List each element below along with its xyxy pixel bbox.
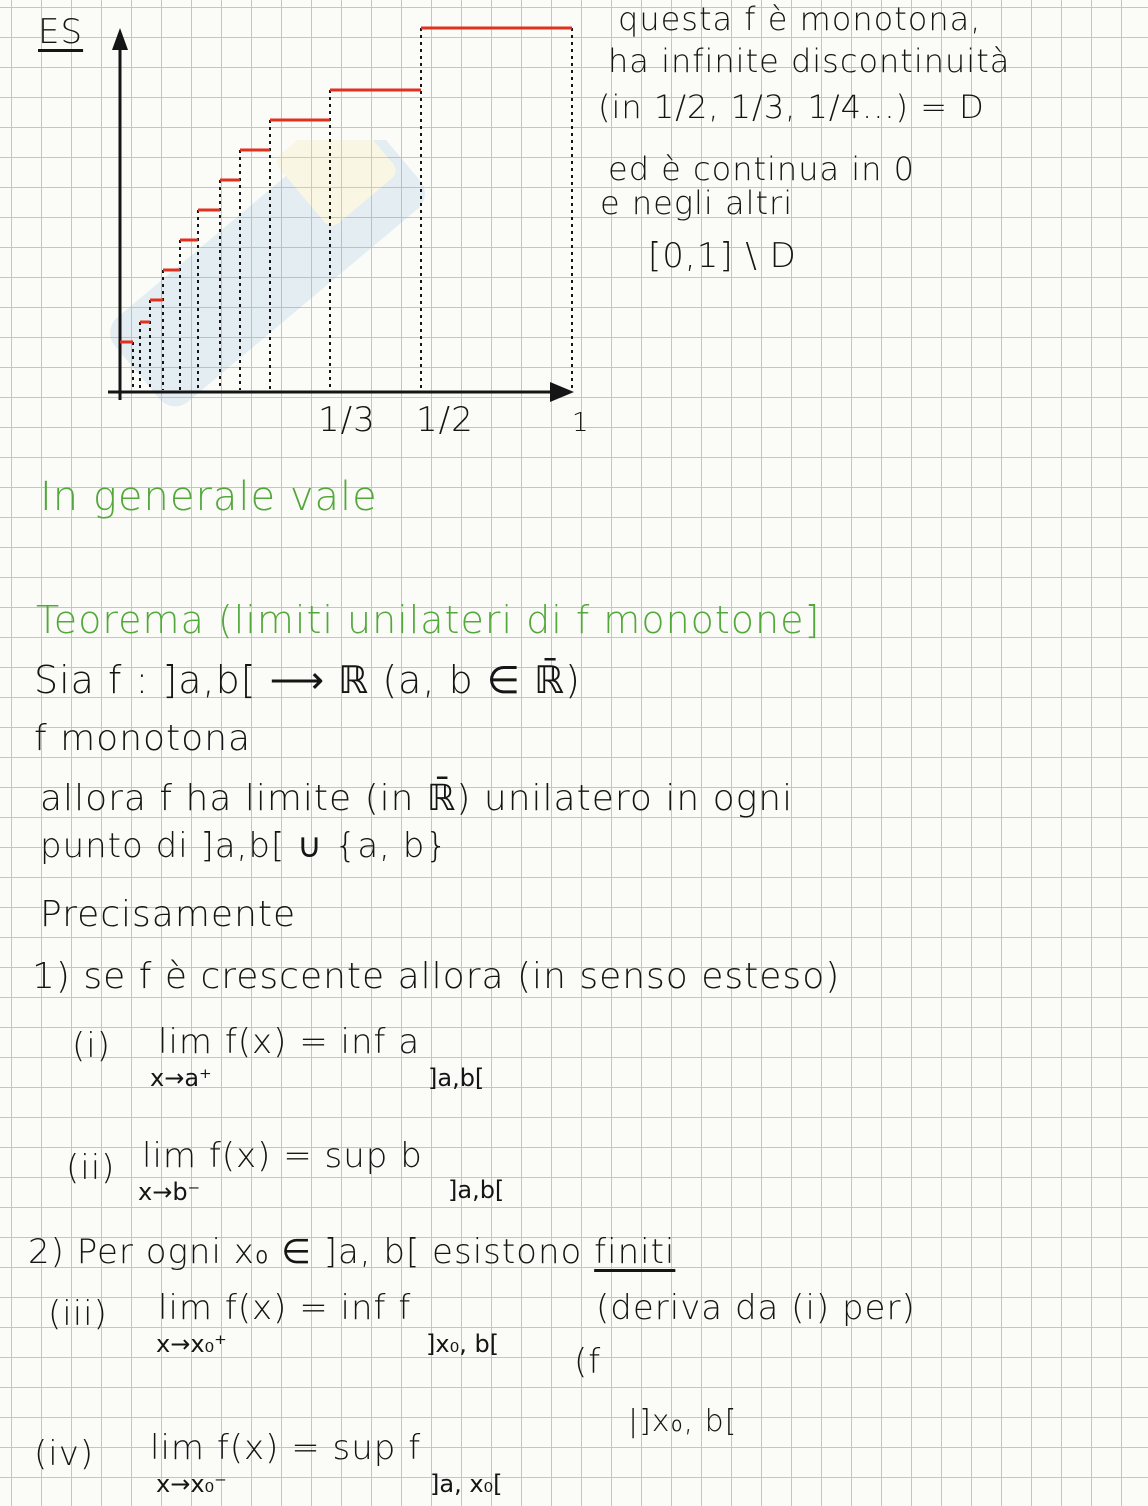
tick-one-third: 1/3 [318, 400, 376, 440]
item-i-sub2: ]a,b[ [428, 1064, 485, 1092]
case-2-text: 2) Per ogni x₀ ∈ ]a, b[ esistono [28, 1232, 595, 1272]
case-1: 1) se f è crescente allora (in senso esteso) [32, 956, 841, 997]
theorem-line-4: punto di ]a,b[ ∪ {a, b} [40, 826, 449, 866]
y-axis-arrow [112, 28, 128, 50]
case-2 [28, 1232, 675, 1272]
example-label: ES [38, 12, 84, 52]
general-heading: In generale vale [40, 474, 378, 520]
case-2-finiti: finiti [594, 1232, 676, 1272]
item-iii-note-3: |]x₀, b[ [628, 1404, 738, 1439]
precisely-heading: Precisamente [40, 894, 297, 935]
item-ii-sub2: ]a,b[ [448, 1176, 505, 1204]
item-iii-label: (iii) [48, 1294, 108, 1334]
red-steps [120, 28, 572, 342]
theorem-line-3: allora f ha limite (in ℝ̄) unilatero in ogni [40, 778, 794, 819]
item-iv-expr: lim f(x) = sup f [150, 1428, 422, 1468]
note-line-1: questa f è monotona, [618, 0, 982, 38]
item-ii-expr: lim f(x) = sup b [142, 1136, 423, 1176]
theorem-title: Teorema (limiti unilateri di f monotone] [36, 598, 821, 642]
tick-one-half: 1/2 [416, 400, 474, 440]
note-line-2: ha infinite discontinuità [608, 42, 1011, 80]
item-iii-sub2: ]x₀, b[ [426, 1330, 500, 1358]
theorem-line-1: Sia f : ]a,b[ ⟶ ℝ (a, b ∈ ℝ̄) [34, 658, 581, 702]
x-axis-arrow [550, 382, 574, 402]
item-iii-note-2: (f [574, 1342, 602, 1382]
theorem-line-2: f monotona [34, 718, 252, 759]
note-line-3: (in 1/2, 1/3, 1/4...) = D [598, 88, 985, 126]
tick-one: 1 [572, 408, 590, 438]
note-line-4: ed è continua in 0 [608, 150, 915, 188]
item-iv-sub2: ]a, x₀[ [430, 1470, 503, 1498]
item-ii-label: (ii) [66, 1148, 116, 1188]
item-iv-label: (iv) [34, 1434, 95, 1474]
note-line-6: [0,1] \ D [648, 236, 797, 276]
item-ii-sub: x→b⁻ [138, 1178, 201, 1206]
item-i-expr: lim f(x) = inf a [158, 1022, 421, 1062]
item-iii-note: (deriva da (i) per) [596, 1288, 916, 1328]
item-iii-sub: x→x₀⁺ [156, 1330, 227, 1358]
item-i-label: (i) [72, 1026, 111, 1066]
item-i-sub: x→a⁺ [150, 1064, 212, 1092]
item-iv-sub: x→x₀⁻ [156, 1470, 227, 1498]
note-line-5: e negli altri [600, 184, 794, 222]
item-iii-expr: lim f(x) = inf f [158, 1288, 412, 1328]
